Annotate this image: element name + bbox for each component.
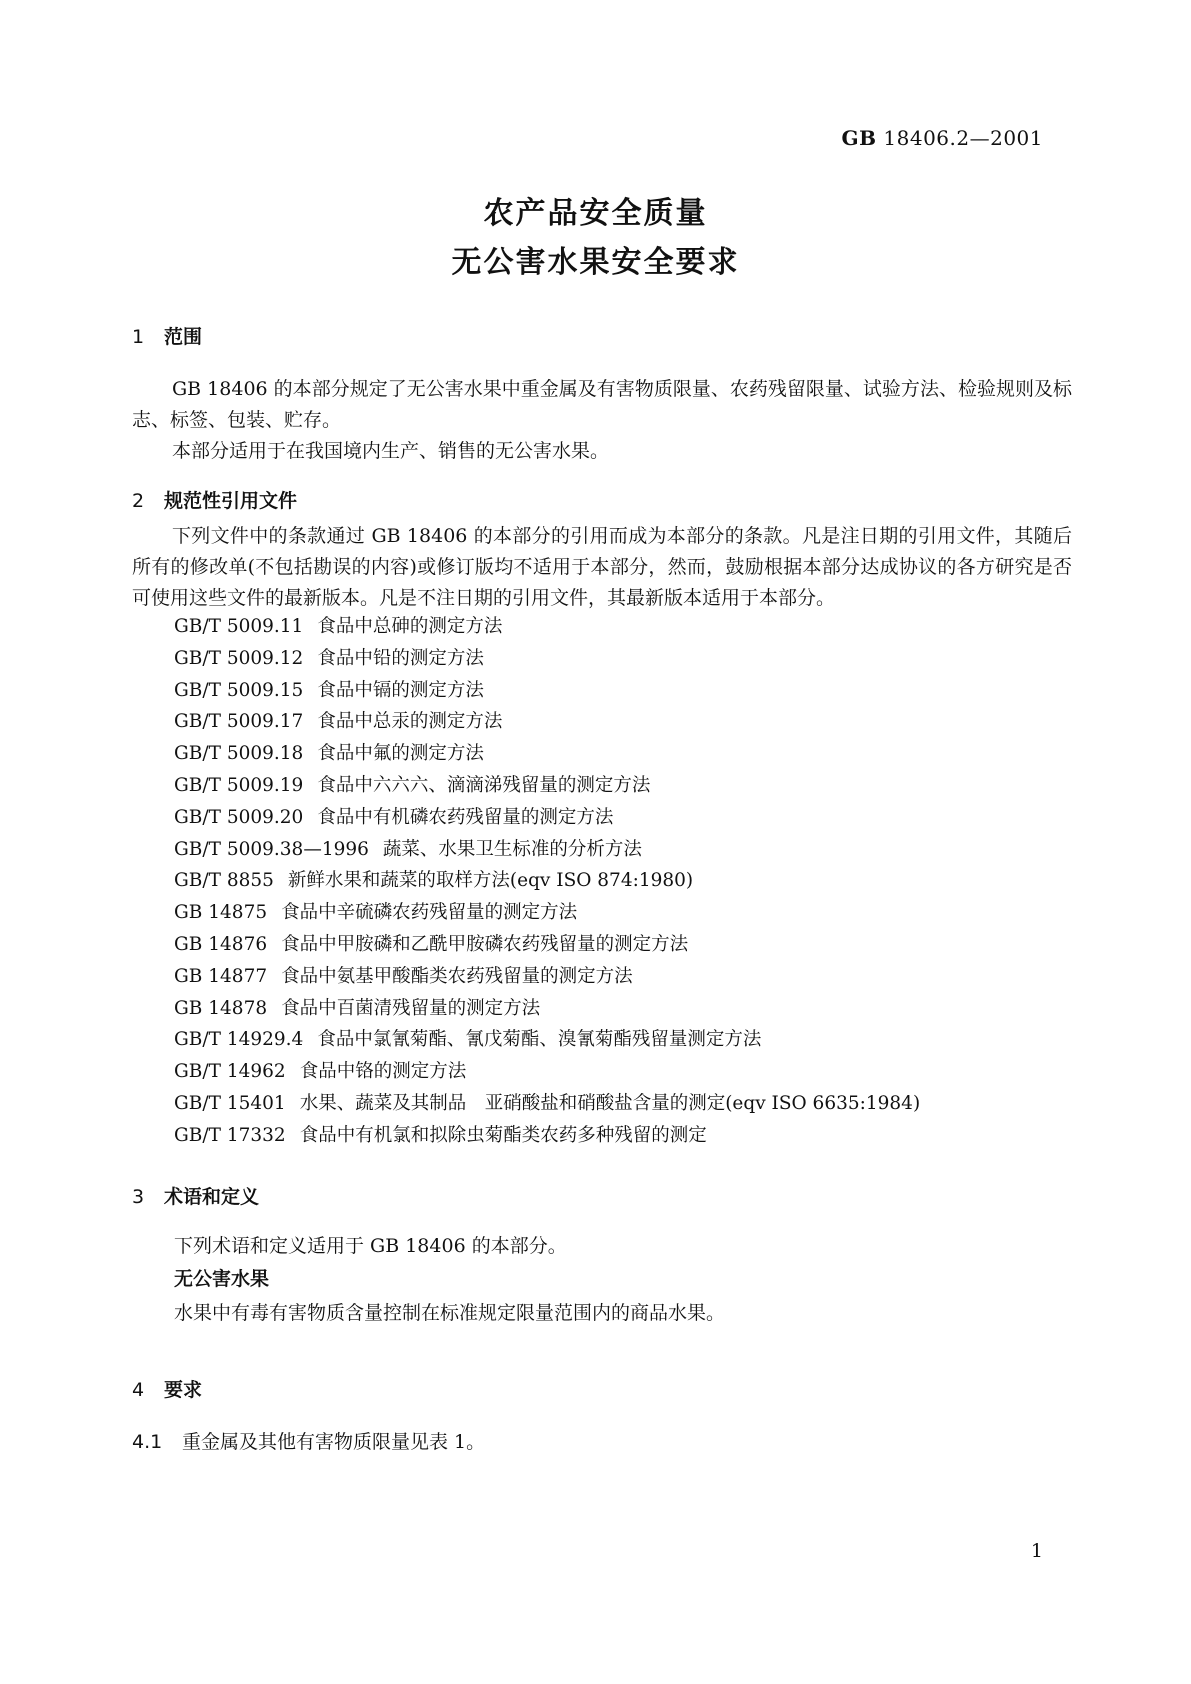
reference-item: GB 14875 食品中辛硫磷农药残留量的测定方法: [174, 902, 578, 924]
standard-code: 18406.2—2001: [883, 126, 1043, 150]
document-title-line1: 农产品安全质量: [483, 196, 708, 231]
term-definition: 水果中有毒有害物质含量控制在标准规定限量范围内的商品水果。: [174, 1302, 726, 1324]
page-number: 1: [1030, 1540, 1043, 1562]
section-title: 要求: [164, 1379, 203, 1401]
section-number: 3: [132, 1186, 145, 1208]
section-1-paragraph-2: 本部分适用于在我国境内生产、销售的无公害水果。: [172, 440, 610, 462]
standard-prefix: GB: [841, 126, 877, 150]
reference-item: GB/T 5009.18 食品中氟的测定方法: [174, 743, 484, 765]
reference-item: GB/T 5009.12 食品中铅的测定方法: [174, 647, 484, 669]
reference-item: GB 14876 食品中甲胺磷和乙酰甲胺磷农药残留量的测定方法: [174, 933, 689, 955]
clause-4-1: [132, 1427, 485, 1454]
section-4-heading: [132, 1375, 202, 1402]
reference-item: GB/T 5009.38—1996 蔬菜、水果卫生标准的分析方法: [174, 838, 642, 860]
section-number: 1: [132, 326, 145, 348]
section-number: 2: [132, 490, 145, 512]
clause-number: 4.1: [132, 1431, 163, 1453]
section-title: 范围: [164, 326, 203, 348]
section-title: 规范性引用文件: [164, 490, 298, 512]
section-2-intro: 下列文件中的条款通过 GB 18406 的本部分的引用而成为本部分的条款。凡是注日期的引用文件，其随后所有的修改单(不包括勘误的内容)或修订版均不适用于本部分，然而，鼓励根据本部分达成协议的各方研究是否可使用这些文件的最新版本。凡是不注日期的引用文件，其最新版本适用于本部分。: [132, 525, 1072, 609]
section-1-heading: [132, 322, 202, 349]
section-title: 术语和定义: [164, 1186, 260, 1208]
document-title-line2: 无公害水果安全要求: [451, 245, 740, 280]
reference-item: GB/T 17332 食品中有机氯和拟除虫菊酯类农药多种残留的测定: [174, 1124, 707, 1146]
reference-list: [174, 611, 920, 1152]
reference-item: GB/T 8855 新鲜水果和蔬菜的取样方法(eqv ISO 874:1980): [174, 870, 694, 892]
reference-item: GB/T 5009.20 食品中有机磷农药残留量的测定方法: [174, 806, 614, 828]
reference-item: GB/T 5009.19 食品中六六六、滴滴涕残留量的测定方法: [174, 774, 651, 796]
reference-item: GB/T 5009.17 食品中总汞的测定方法: [174, 711, 503, 733]
section-3-heading: [132, 1182, 259, 1209]
reference-item: GB/T 5009.15 食品中镉的测定方法: [174, 679, 484, 701]
reference-item: GB/T 15401 水果、蔬菜及其制品 亚硝酸盐和硝酸盐含量的测定(eqv ISO 6635:1984): [174, 1092, 921, 1114]
reference-item: GB/T 5009.11 食品中总砷的测定方法: [174, 616, 503, 637]
reference-item: GB/T 14929.4 食品中氯氰菊酯、氰戊菊酯、溴氰菊酯残留量测定方法: [174, 1029, 762, 1051]
terms-intro: 下列术语和定义适用于 GB 18406 的本部分。: [174, 1235, 567, 1257]
reference-item: GB/T 14962 食品中铬的测定方法: [174, 1061, 467, 1083]
term-name: 无公害水果: [174, 1268, 270, 1290]
section-2-heading: [132, 486, 297, 513]
reference-item: GB 14877 食品中氨基甲酸酯类农药残留量的测定方法: [174, 965, 633, 987]
clause-text: 重金属及其他有害物质限量见表 1。: [182, 1431, 486, 1453]
section-1-paragraph-1: GB 18406 的本部分规定了无公害水果中重金属及有害物质限量、农药残留限量、试验方法、检验规则及标志、标签、包装、贮存。: [132, 378, 1072, 431]
standard-number: [842, 126, 1043, 150]
section-number: 4: [132, 1379, 145, 1401]
reference-item: GB 14878 食品中百菌清残留量的测定方法: [174, 997, 541, 1019]
